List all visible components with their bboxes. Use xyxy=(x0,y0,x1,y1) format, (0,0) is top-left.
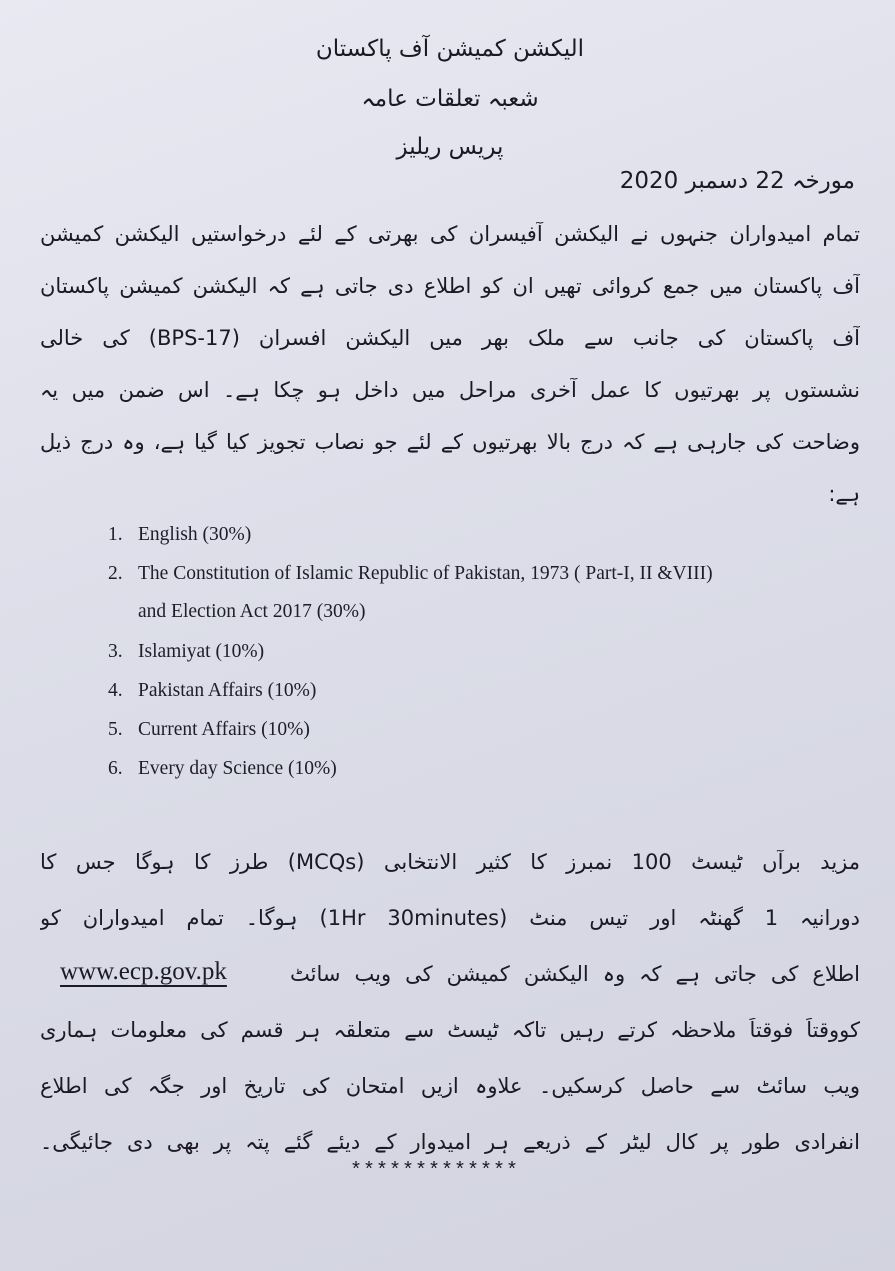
intro-line: آف پاکستان کی جانب سے ملک بھر میں الیکشن افسران (BPS-17) کی خالی xyxy=(40,326,860,350)
item-number: 6. xyxy=(108,758,123,779)
item-text: Current Affairs (10%) xyxy=(138,719,310,740)
item-text: Every day Science (10%) xyxy=(138,758,337,779)
organization-heading: الیکشن کمیشن آف پاکستان xyxy=(315,36,585,62)
syllabus-item xyxy=(108,719,310,741)
footer-separator: ************* xyxy=(350,1160,520,1183)
intro-paragraph xyxy=(40,222,860,522)
item-number: 2. xyxy=(108,563,123,584)
syllabus-item xyxy=(108,680,316,702)
item-text: Pakistan Affairs (10%) xyxy=(138,680,317,701)
details-line: کووقتاً فوقتاً ملاحظہ کرتے رہیں تاکہ ٹیسٹ سے متعلقہ ہر قسم کی معلومات ہماری xyxy=(40,1018,860,1042)
item-text: and Election Act 2017 (30%) xyxy=(138,601,366,622)
syllabus-item xyxy=(108,758,337,780)
syllabus-item-continuation xyxy=(108,601,365,623)
website-link[interactable]: www.ecp.gov.pk xyxy=(60,958,227,985)
details-line: مزید برآں ٹیسٹ 100 نمبرز کا کثیر الانتخابی (MCQs) طرز کا ہوگا جس کا xyxy=(40,850,860,874)
syllabus-item xyxy=(108,641,264,663)
item-text: English (30%) xyxy=(138,524,252,545)
intro-line: آف پاکستان میں جمع کروائی تھیں ان کو اطلاع دی جاتی ہے کہ الیکشن کمیشن پاکستان xyxy=(40,274,860,298)
intro-line: وضاحت کی جارہی ہے کہ درج بالا بھرتیوں کے لئے جو نصاب تجویز کیا گیا ہے، وہ درج ذیل xyxy=(40,430,860,454)
item-number: 5. xyxy=(108,719,123,740)
item-number: 4. xyxy=(108,680,123,701)
details-line: انفرادی طور پر کال لیٹر کے ذریعے ہر امیدوار کے دیئے گئے پتہ پر بھی دی جائیگی۔ xyxy=(40,1130,860,1154)
syllabus-item xyxy=(108,563,713,585)
details-line: دورانیہ 1 گھنٹہ اور تیس منٹ (1Hr 30minutes) ہوگا۔ تمام امیدواران کو xyxy=(40,906,860,930)
item-number: 1. xyxy=(108,524,123,545)
details-line: ویب سائٹ سے حاصل کرسکیں۔ علاوہ ازیں امتحان کی تاریخ اور جگہ کی اطلاع xyxy=(40,1074,860,1098)
item-number: 3. xyxy=(108,641,123,662)
intro-line: ہے: xyxy=(828,482,860,506)
intro-line: نشستوں پر بھرتیوں کا عمل آخری مراحل میں داخل ہو چکا ہے۔ اس ضمن میں یہ xyxy=(40,378,860,402)
press-release-title: پریس ریلیز xyxy=(396,134,504,160)
intro-line: تمام امیدواران جنہوں نے الیکشن آفیسران کی بھرتی کے لئے درخواستیں الیکشن کمیشن xyxy=(40,222,860,246)
details-paragraph xyxy=(40,850,860,1186)
item-text: Islamiyat (10%) xyxy=(138,641,265,662)
item-text: The Constitution of Islamic Republic of Pakistan, 1973 ( Part-I, II &VIII) xyxy=(138,563,713,584)
syllabus-item xyxy=(108,524,251,546)
details-line: اطلاع کی جاتی ہے کہ وہ الیکشن کمیشن کی ویب سائٹ xyxy=(290,962,860,986)
department-heading: شعبہ تعلقات عامہ xyxy=(361,86,539,112)
release-date: مورخہ 22 دسمبر 2020 xyxy=(619,168,855,194)
